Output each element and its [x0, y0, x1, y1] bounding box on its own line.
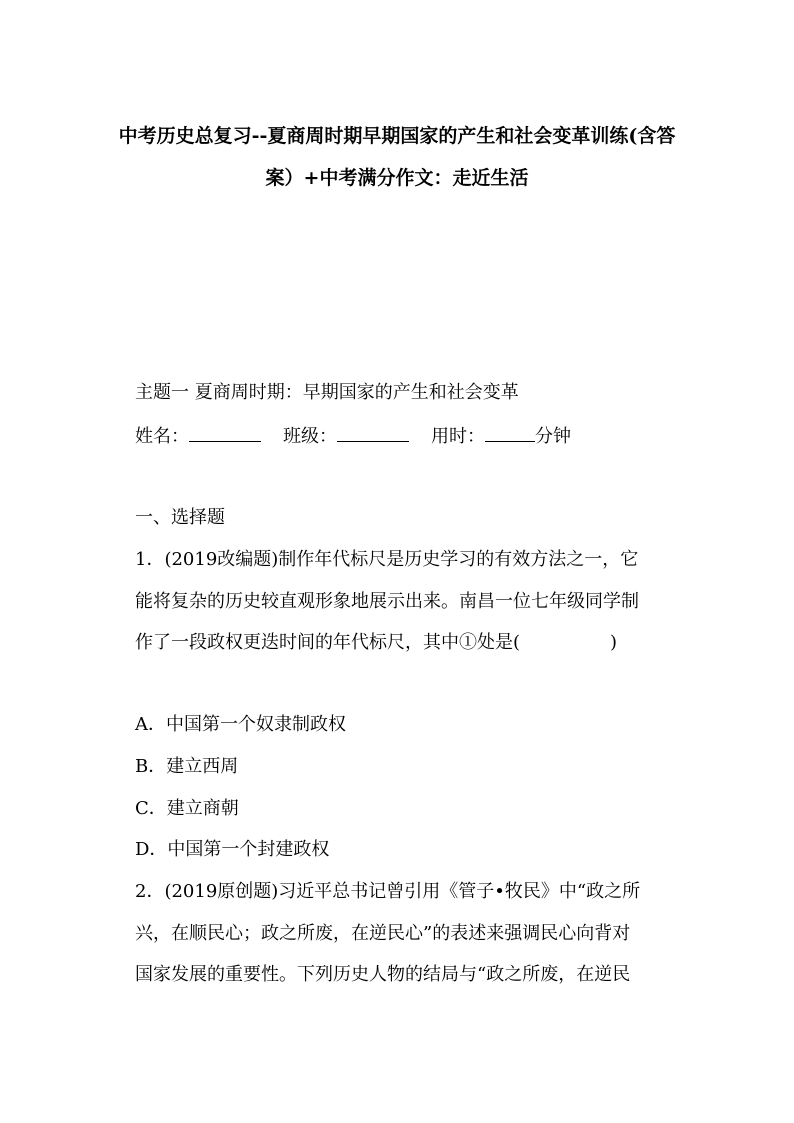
document-title-line-1: 中考历史总复习--夏商周时期早期国家的产生和社会变革训练(含答 — [118, 125, 676, 147]
q2-line-3: 国家发展的重要性。下列历史人物的结局与“政之所废，在逆民 — [135, 964, 631, 985]
theme-heading: 主题一 夏商周时期：早期国家的产生和社会变革 — [135, 382, 519, 403]
student-info-line — [135, 424, 571, 449]
section-heading: 一、选择题 — [135, 507, 225, 528]
q1-option-b: B．建立西周 — [135, 756, 239, 777]
q1-line-3: 作了一段政权更迭时间的年代标尺，其中①处是( ) — [135, 632, 618, 653]
name-blank — [189, 424, 261, 442]
q2-line-1: 2．(2019原创题)习近平总书记曾引用《管子•牧民》中“政之所 — [135, 881, 641, 902]
q1-option-a: A．中国第一个奴隶制政权 — [135, 714, 346, 735]
document-title-line-2: 案）+中考满分作文：走近生活 — [265, 167, 529, 189]
name-label: 姓名： — [135, 426, 189, 447]
q1-option-d: D．中国第一个封建政权 — [135, 839, 330, 860]
class-blank — [337, 424, 409, 442]
class-label: 班级： — [283, 426, 337, 447]
time-label: 用时： — [431, 426, 485, 447]
time-blank — [485, 424, 535, 442]
q1-line-1: 1．(2019改编题)制作年代标尺是历史学习的有效方法之一，它 — [135, 549, 639, 570]
q1-line-2: 能将复杂的历史较直观形象地展示出来。南昌一位七年级同学制 — [135, 591, 639, 612]
time-unit: 分钟 — [535, 426, 571, 447]
q1-option-c: C．建立商朝 — [135, 798, 239, 819]
q2-line-2: 兴，在顺民心；政之所废，在逆民心”的表述来强调民心向背对 — [135, 923, 631, 944]
